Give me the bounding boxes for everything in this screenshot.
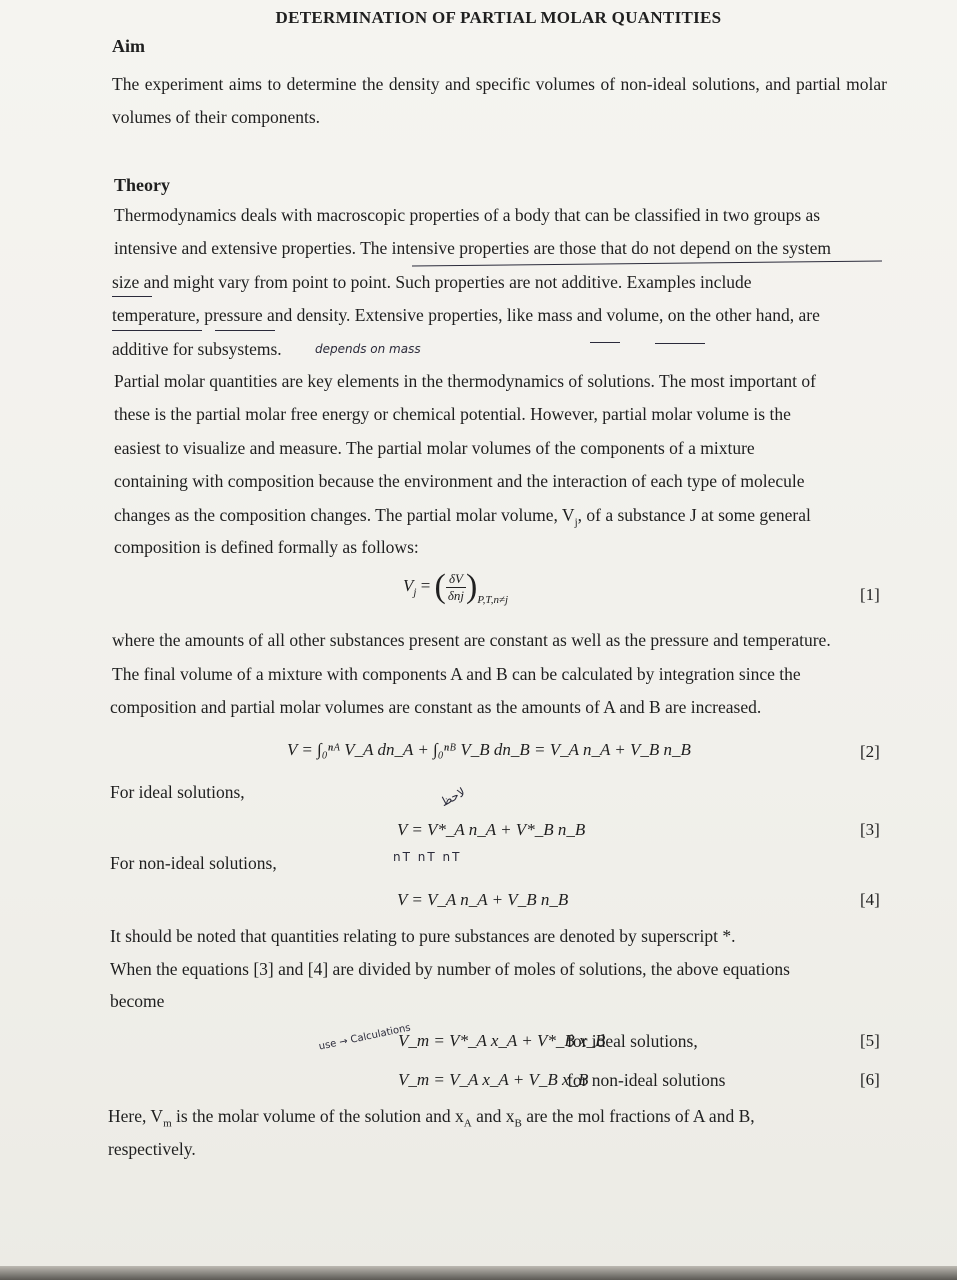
- equation-2: V = ∫₀ⁿᴬ V_A dn_A + ∫₀ⁿᴮ V_B dn_B = V_A n_A + V_B n_B: [287, 740, 691, 759]
- para2-line-1: Partial molar quantities are key elements in the thermodynamics of solutions. The most important of: [114, 371, 816, 391]
- note-line-1: It should be noted that quantities relating to pure substances are denoted by superscript *.: [110, 926, 736, 946]
- theory-heading: Theory: [114, 175, 170, 195]
- theory-line-4: temperature, pressure and density. Extensive properties, like mass and volume, on the other hand, are: [112, 305, 820, 325]
- para2-line-4: containing with composition because the environment and the interaction of each type of molecule: [114, 471, 805, 491]
- para3-line-3: composition and partial molar volumes are constant as the amounts of A and B are increased.: [110, 697, 762, 717]
- ideal-label: For ideal solutions,: [110, 782, 245, 802]
- equation-5-label: for ideal solutions,: [567, 1031, 698, 1051]
- handwritten-underline: [412, 261, 882, 267]
- handwritten-note: use → Calculations: [317, 1022, 412, 1053]
- equation-4: V = V_A n_A + V_B n_B: [397, 890, 569, 909]
- equation-number-3: [3]: [860, 820, 880, 839]
- note-line-3: become: [110, 991, 165, 1011]
- equation-number-6: [6]: [860, 1070, 880, 1089]
- equation-6-label: for non-ideal solutions: [567, 1070, 726, 1090]
- nonideal-label: For non-ideal solutions,: [110, 853, 277, 873]
- para2-line-2: these is the partial molar free energy or chemical potential. However, partial molar volume is the: [114, 404, 791, 424]
- handwritten-underline: [215, 330, 275, 331]
- aim-text: The experiment aims to determine the density and specific volumes of non-ideal solutions, and partial molar volumes of their components.: [112, 74, 887, 127]
- para2-line-3: easiest to visualize and measure. The partial molar volumes of the components of a mixture: [114, 438, 755, 458]
- handwritten-underline: [590, 342, 620, 343]
- equation-3: V = V*_A n_A + V*_B n_B: [397, 820, 586, 839]
- note-line-2: When the equations [3] and [4] are divided by number of moles of solutions, the above equations: [110, 959, 790, 979]
- para2-line-6: composition is defined formally as follows:: [114, 537, 419, 557]
- aim-heading: Aim: [112, 36, 145, 56]
- equation-number-2: [2]: [860, 742, 880, 761]
- equation-number-4: [4]: [860, 890, 880, 909]
- handwritten-underline: [112, 296, 152, 297]
- equation-6: V_m = V_A x_A + V_B x_B: [398, 1070, 589, 1089]
- para3-line-2: The final volume of a mixture with components A and B can be calculated by integration since the: [112, 664, 801, 684]
- handwritten-note: nT nT nT: [393, 850, 462, 864]
- handwritten-note: depends on mass: [315, 342, 421, 356]
- equation-number-1: [1]: [860, 585, 880, 604]
- theory-line-3: size and might vary from point to point. Such properties are not additive. Examples include: [112, 272, 752, 292]
- handwritten-underline: [112, 330, 202, 331]
- theory-line-2: intensive and extensive properties. The intensive properties are those that do not depend on the system: [114, 238, 831, 258]
- theory-line-5: additive for subsystems.: [112, 339, 282, 359]
- handwritten-underline: [655, 343, 705, 344]
- equation-number-5: [5]: [860, 1031, 880, 1050]
- theory-line-1: Thermodynamics deals with macroscopic properties of a body that can be classified in two groups as: [114, 205, 821, 225]
- page-title: DETERMINATION OF PARTIAL MOLAR QUANTITIES: [275, 8, 722, 27]
- page-shadow: [0, 1266, 957, 1280]
- final-line-1: Here, $V_m$ is the molar volume of the solution and $x_A$ and $x_B$ are the mol fractions of A and B,: [108, 1106, 755, 1130]
- final-line-2: respectively.: [108, 1139, 196, 1159]
- handwritten-note: لاحظ: [438, 784, 468, 810]
- para3-line-1: where the amounts of all other substances present are constant as well as the pressure and temperature.: [112, 630, 831, 650]
- equation-5: V_m = V*_A x_A + V*_B x_B: [398, 1031, 606, 1050]
- para2-line-5: changes as the composition changes. The partial molar volume, $V_j$, of a substance J at some general: [114, 505, 811, 529]
- equation-1: $V_j$ = ( $\frac{\delta V}{\text{δnj}}$ )$_{P,T,n\ne j}$: [403, 568, 509, 606]
